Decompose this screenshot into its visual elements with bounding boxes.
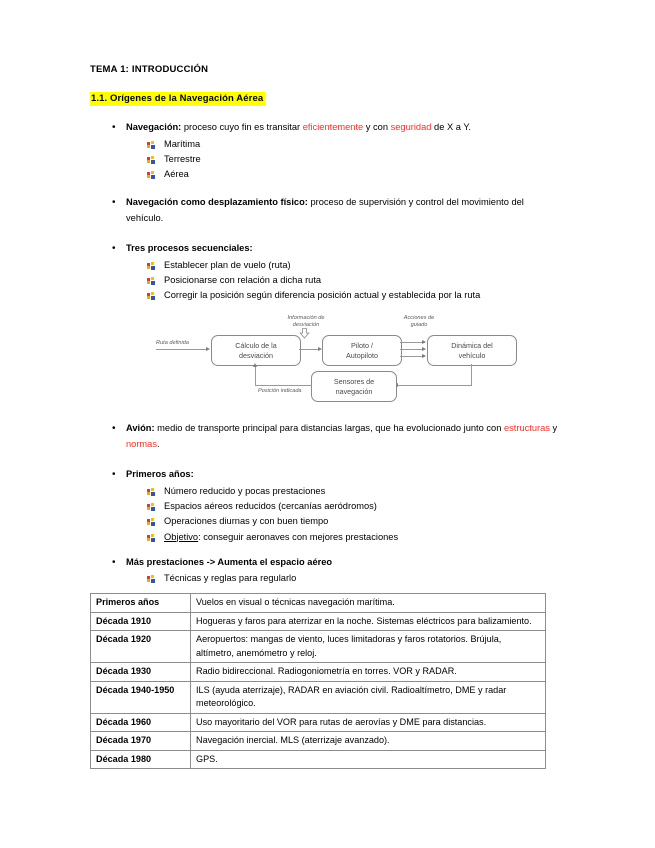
diagram-box-sensores-line1: Sensores de — [333, 377, 375, 387]
diagram-line-posicion-up — [255, 366, 256, 386]
cross-bullet-icon — [147, 171, 155, 179]
cross-bullet-icon — [147, 575, 155, 583]
navigation-block-diagram — [156, 313, 556, 409]
diagram-label-informacion-l2: desviación — [292, 322, 320, 329]
list-item — [90, 258, 560, 273]
diagram-box-calculo-line1: Cálculo de la — [235, 341, 277, 351]
bullet-procesos — [90, 241, 560, 257]
bullet-navegacion-t1: proceso cuyo fin es transitar — [181, 122, 303, 133]
diagram-line-calculo-piloto — [299, 349, 320, 350]
table-cell-desc: Navegación inercial. MLS (aterrizaje avanzado). — [191, 732, 546, 751]
diagram-arrowhead-guiado-2 — [422, 347, 426, 351]
diagram-fat-down-arrow-icon — [299, 328, 310, 342]
table-cell-era: Década 1960 — [91, 713, 191, 732]
bullet-avion-t2: y — [549, 423, 558, 434]
cross-bullet-icon — [147, 518, 155, 526]
sublist-navegacion-types — [90, 137, 560, 183]
bullet-avion-lead: Avión: — [126, 423, 155, 434]
bullet-disc-icon: • — [112, 197, 116, 209]
diagram-label-acciones-guiado — [388, 315, 450, 329]
bullet-avion — [90, 421, 560, 452]
list-item-label: Técnicas y reglas para regularlo — [164, 573, 297, 584]
cross-bullet-icon — [147, 292, 155, 300]
table-row — [91, 713, 546, 732]
table-row — [91, 750, 546, 769]
bullet-avion-t3: . — [157, 438, 160, 449]
bullet-procesos-lead: Tres procesos secuenciales: — [126, 243, 253, 254]
list-item-label: Establecer plan de vuelo (ruta) — [164, 259, 291, 270]
cross-bullet-icon — [147, 262, 155, 270]
bullet-mas-prestaciones-lead: Más prestaciones -> Aumenta el espacio aéreo — [126, 556, 333, 567]
bullet-primeros-anos-lead: Primeros años: — [126, 469, 194, 480]
cross-bullet-icon — [147, 156, 155, 164]
bullet-block-mas-prestaciones — [90, 555, 560, 587]
history-table — [90, 593, 546, 769]
bullet-disc-icon: • — [112, 556, 116, 568]
bullet-primeros-anos — [90, 467, 560, 483]
diagram-box-piloto-line1: Piloto / — [351, 341, 373, 351]
bullet-avion-t1: medio de transporte principal para distancias largas, que ha evolucionado junto con — [154, 423, 504, 434]
table-cell-desc: GPS. — [191, 750, 546, 769]
table-row — [91, 732, 546, 751]
sublist-primeros-anos — [90, 484, 560, 545]
table-cell-desc: Uso mayoritario del VOR para rutas de aerovías y DME para distancias. — [191, 713, 546, 732]
bullet-disc-icon: • — [112, 469, 116, 481]
cross-bullet-icon — [147, 277, 155, 285]
history-table-body — [91, 594, 546, 769]
bullet-disc-icon: • — [112, 122, 116, 134]
cross-bullet-icon — [147, 141, 155, 149]
diagram-label-informacion-l1: Información de — [287, 315, 325, 322]
sublist-mas-prestaciones — [90, 571, 560, 586]
bullet-block-desplazamiento — [90, 195, 560, 226]
bullet-avion-r2: normas — [126, 438, 158, 449]
list-item — [90, 484, 560, 499]
diagram-arrowhead-guiado-1 — [422, 340, 426, 344]
table-cell-era: Primeros años — [91, 594, 191, 613]
list-item-label: Espacios aéreos reducidos (cercanías aeródromos) — [164, 501, 377, 512]
diagram-label-acciones-l1: Acciones de — [403, 315, 435, 322]
bullet-block-procesos — [90, 241, 560, 303]
bullet-desplazamiento — [90, 195, 560, 226]
table-cell-era: Década 1910 — [91, 612, 191, 631]
diagram-box-dinamica-line2: vehículo — [458, 350, 486, 360]
diagram-box-calculo-line2: desviación — [239, 350, 273, 360]
table-cell-era: Década 1940-1950 — [91, 681, 191, 713]
bullet-desplazamiento-text: proceso de supervisión y control del movimiento del vehículo. — [126, 197, 524, 223]
table-row — [91, 681, 546, 713]
bullet-disc-icon: • — [112, 423, 116, 435]
list-item — [90, 288, 560, 303]
bullet-navegacion-t3: de X a Y. — [431, 122, 471, 133]
list-item — [90, 571, 560, 586]
bullet-navegacion-t2: y con — [363, 122, 391, 133]
diagram-box-dinamica — [427, 335, 517, 366]
diagram-box-piloto — [322, 335, 402, 366]
table-cell-desc: Hogueras y faros para aterrizar en la noche. Sistemas eléctricos para balizamiento. — [191, 612, 546, 631]
diagram-box-sensores-line2: navegación — [335, 386, 373, 396]
diagram-label-informacion-desviacion — [269, 315, 343, 329]
table-cell-desc: Vuelos en visual o técnicas navegación marítima. — [191, 594, 546, 613]
page-title: TEMA 1: INTRODUCCIÓN — [90, 64, 209, 75]
table-cell-era: Década 1920 — [91, 631, 191, 663]
list-item — [90, 273, 560, 288]
bullet-navegacion — [90, 120, 560, 136]
list-item-label: Posicionarse con relación a dicha ruta — [164, 275, 322, 286]
diagram-arrowhead-input — [206, 347, 210, 351]
diagram-box-sensores — [311, 371, 397, 402]
bullet-avion-r1: estructuras — [503, 423, 550, 434]
diagram-line-feedback-left — [396, 385, 472, 386]
list-item — [90, 167, 560, 182]
table-cell-desc: ILS (ayuda aterrizaje), RADAR en aviación civil. Radioaltímetro, DME y radar meteorológico. — [191, 681, 546, 713]
table-cell-desc: Radio bidireccional. Radiogoniometría en torres. VOR y RADAR. — [191, 663, 546, 682]
table-cell-era: Década 1970 — [91, 732, 191, 751]
diagram-arrowhead-calculo-feedback — [253, 363, 257, 367]
table-row — [91, 631, 546, 663]
table-row — [91, 663, 546, 682]
bullet-block-primeros-anos — [90, 467, 560, 544]
section-heading: 1.1. Orígenes de la Navegación Aérea — [91, 93, 264, 105]
list-item-objetivo — [90, 530, 560, 545]
list-item — [90, 152, 560, 167]
sublist-procesos — [90, 258, 560, 304]
list-item-label: Terrestre — [164, 153, 201, 164]
diagram-line-posicion-left — [255, 385, 312, 386]
bullet-disc-icon: • — [112, 243, 116, 255]
list-item-label: Corregir la posición según diferencia posición actual y establecida por la ruta — [164, 290, 481, 301]
bullet-navegacion-lead: Navegación: — [126, 122, 182, 133]
list-item-objetivo-rest: : conseguir aeronaves con mejores prestaciones — [198, 531, 399, 542]
bullet-navegacion-r2: seguridad — [390, 122, 432, 133]
bullet-block-avion — [90, 421, 560, 452]
list-item-label: Marítima — [164, 138, 201, 149]
list-item-objetivo-lead: Objetivo — [164, 531, 199, 542]
table-row — [91, 594, 546, 613]
cross-bullet-icon — [147, 503, 155, 511]
list-item-label: Número reducido y pocas prestaciones — [164, 485, 326, 496]
table-cell-era: Década 1930 — [91, 663, 191, 682]
diagram-line-feedback-down — [471, 364, 472, 386]
bullet-navegacion-r1: eficientemente — [302, 122, 364, 133]
list-item-label: Operaciones diurnas y con buen tiempo — [164, 516, 329, 527]
diagram-label-acciones-l2: guiado — [410, 322, 428, 329]
table-cell-era: Década 1980 — [91, 750, 191, 769]
list-item-label: Aérea — [164, 169, 189, 180]
bullet-desplazamiento-lead: Navegación como desplazamiento físico: — [126, 197, 308, 208]
diagram-line-input — [156, 349, 208, 350]
list-item — [90, 514, 560, 529]
cross-bullet-icon — [147, 488, 155, 496]
diagram-arrowhead-guiado-3 — [422, 354, 426, 358]
diagram-box-piloto-line2: Autopiloto — [346, 350, 378, 360]
list-item — [90, 137, 560, 152]
table-cell-desc: Aeropuertos: mangas de viento, luces limitadoras y faros rotatorios. Brújula, altímetro, anemómetro y reloj. — [191, 631, 546, 663]
document-body — [90, 64, 560, 587]
bullet-mas-prestaciones — [90, 555, 560, 571]
list-item — [90, 499, 560, 514]
bullet-block-navegacion — [90, 120, 560, 182]
diagram-label-posicion-indicada: Posición indicada — [258, 388, 302, 395]
table-row — [91, 612, 546, 631]
cross-bullet-icon — [147, 534, 155, 542]
diagram-label-input: Ruta definida — [156, 340, 189, 347]
diagram-box-dinamica-line1: Dinámica del — [451, 341, 493, 351]
diagram-box-calculo — [211, 335, 301, 366]
